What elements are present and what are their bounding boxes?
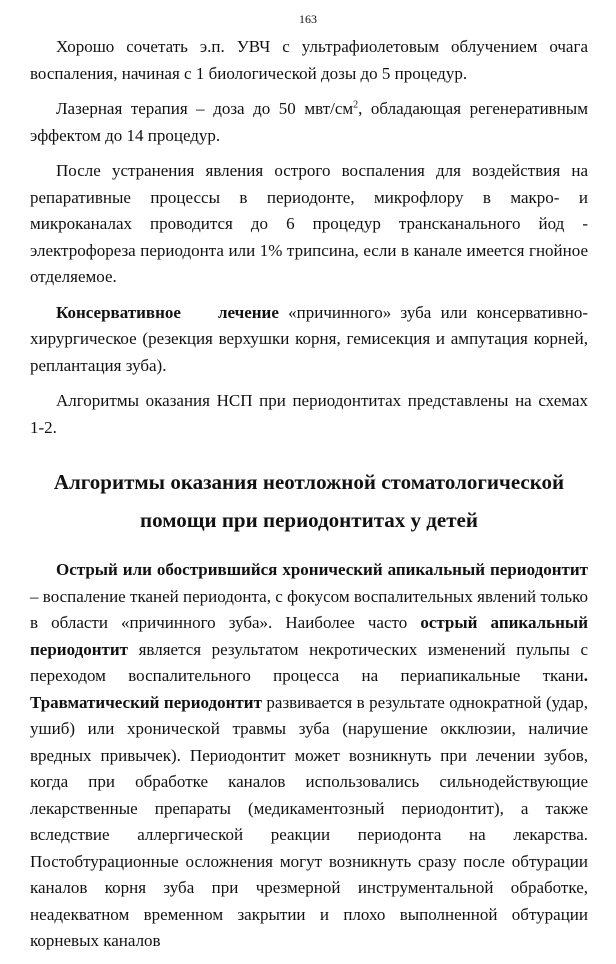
paragraph-text: развивается в результате однократной (удар, ушиб) или хронической травмы зуба (нарушение окклюзии, наличие вредных привычек). Периодонтит может возникнуть при лечении зубов, когда при обработке каналов использовались сильнодействующие лекарственные препараты (медикаментозный периодонтит), а также вследствие аллергической реакции периодонта на лекарства. Постобтурационные осложнения могут возникнуть сразу после обтурации каналов корня зуба при чрезмерной инструментальной обработке, неадекватном временном закрытии и плохо выполненной обтурации корневых каналов xyxy=(30,692,589,950)
page-content xyxy=(30,34,588,964)
paragraph-text: – воспаление тканей периодонта, с фокусом воспалительных явлений только в области «причинного зуба». Наиболее часто xyxy=(30,586,588,632)
bold-term: лечение xyxy=(217,302,279,322)
laser-text-end: , обладающая регенеративным эффектом до 14 процедур. xyxy=(30,99,588,145)
laser-text: Лазерная терапия – доза до 50 мвт/см xyxy=(56,99,354,118)
paragraph-electrophoresis: После устранения явления острого воспаления для воздействия на репаративные процессы в периодонте, микрофлору в макро- и микроканалах проводится до 6 процедур трансканального йод - электрофореза периодонта или 1% трипсина, если в канале имеется гнойное отделяемое. xyxy=(30,161,588,286)
bold-term: острый апикальный периодонтит xyxy=(30,613,588,659)
paragraph-algorithms-note: Алгоритмы оказания НСП при периодонтитах представлены на схемах 1-2. xyxy=(30,391,588,437)
paragraph-text: «причинного» зуба или консервативно-хирургическое (резекция верхушки корня, гемисекция и ампутация корней, реплантация зуба). xyxy=(30,302,589,375)
superscript: 2 xyxy=(353,99,359,111)
section-heading: Алгоритмы оказания неотложной стоматологической помощи при периодонтитах у детей xyxy=(53,470,565,532)
paragraph-periodontitis xyxy=(30,557,588,955)
paragraph-uhf-therapy: Хорошо сочетать э.п. УВЧ с ультрафиолетовым облучением очага воспаления, начиная с 1 биологической дозы до 5 процедур. xyxy=(30,37,588,83)
bold-term: Острый или обострившийся хронический апикальный периодонтит xyxy=(56,560,588,579)
paragraph-conservative-treatment xyxy=(30,300,588,380)
bold-term: Консервативное xyxy=(56,302,181,322)
paragraph-laser-therapy xyxy=(30,96,588,149)
page-number: 163 xyxy=(299,12,317,26)
bold-term: . Травматический периодонтит xyxy=(30,666,588,712)
paragraph-text: является результатом некротических изменений пульпы с переходом воспалительного процесса на периапикальные ткани xyxy=(30,639,588,685)
